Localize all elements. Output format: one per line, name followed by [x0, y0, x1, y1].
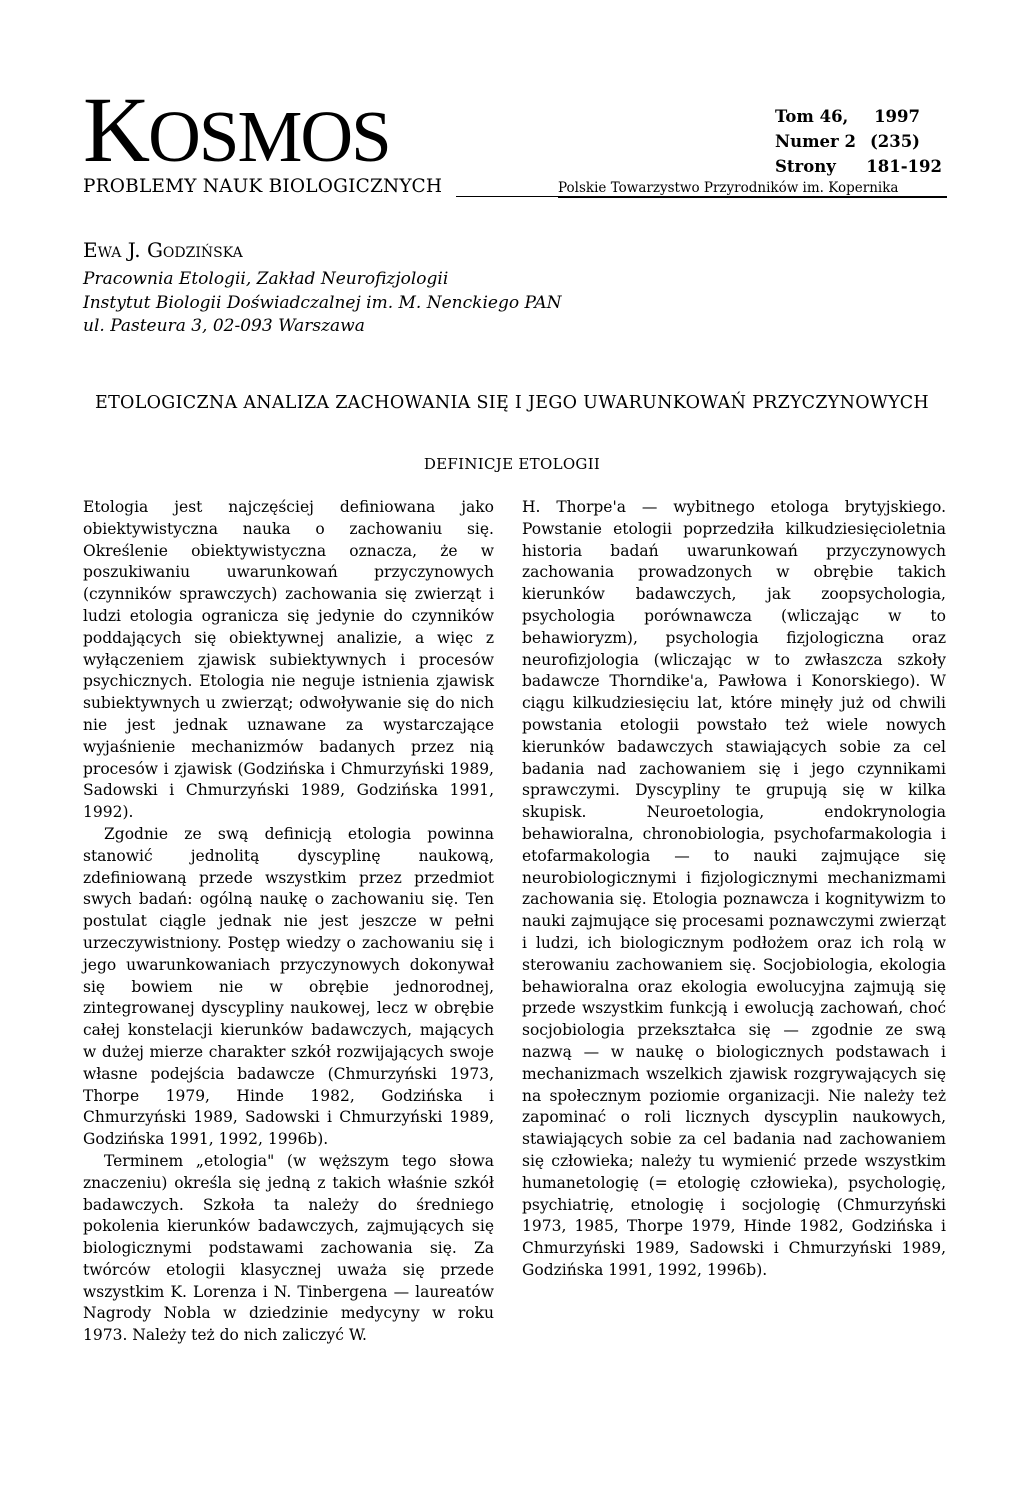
- journal-logo-initial: K: [83, 79, 149, 182]
- pages-row: [775, 154, 942, 179]
- volume-label: Tom 46,: [775, 107, 849, 126]
- affiliation-line: Pracownia Etologii, Zakład Neurofizjologii: [83, 269, 449, 289]
- pages: 181-192: [866, 157, 942, 176]
- society-name: Polskie Towarzystwo Przyrodników im. Kopernika: [558, 180, 899, 196]
- affiliation-line: Instytut Biologii Doświadczalnej im. M. Nenckiego PAN: [83, 293, 562, 313]
- journal-logo: [83, 79, 390, 182]
- issue-label: Numer 2: [775, 132, 856, 151]
- header-rule-right: [558, 197, 947, 198]
- issue-total: (235): [869, 132, 920, 151]
- author-name: Ewa J. Godzińska: [83, 238, 243, 262]
- issue-row: [775, 129, 942, 154]
- section-heading: DEFINICJE ETOLOGII: [423, 455, 601, 473]
- paragraph: H. Thorpe'a — wybitnego etologa brytyjskiego. Powstanie etologii poprzedziła kilkudziesięcioletnia historia badań uwarunkowań przyczynowych zachowania prowadzonych w obrębie takich kierunków badawczych, jak zoopsychologia, psychologia porównawcza (wliczając w to behawioryzm), psychologia fizjologiczna oraz neurofizjologia (wliczając w to zwłaszcza szkoły badawcze Thorndike'a, Pawłowa i Konorskiego). W ciągu kilkudziesięciu lat, które minęły już od chwili powstania etologii powstało też wiele nowych kierunków badawczych stawiających sobie za cel badania nad zachowaniem się i jego czynnikami sprawczymi. Dyscypliny te grupują się w kilka skupisk. Neuroetologia, endokrynologia behawioralna, chronobiologia, psychofarmakologia i etofarmakologia — to nauki zajmujące się neurobiologicznymi i fizjologicznymi mechanizmami zachowania się. Etologia poznawcza i kognitywizm to nauki zajmujące się procesami poznawczymi zwierząt i ludzi, ich biologicznym podłożem oraz ich rolą w sterowaniu zachowaniem się. Socjobiologia, ekologia behawioralna oraz ekologia ewolucyjna zajmują się przede wszystkim funkcją i ewolucją zachowań, choć socjobiologia przekształca się — zgodnie ze swą nazwą — w naukę o biologicznych podstawach i mechanizmach wszelkich zjawisk rozgrywających się na społecznym poziomie organizacji. Nie należy też zapominać o roli licznych dyscyplin naukowych, stawiających sobie za cel badania nad zachowaniem się człowieka; należy tu wymienić przede wszystkim humanetologię (= etologię człowieka), psychologię, psychiatrię, etnologię i socjologię (Chmurzyński 1973, 1985, Thorpe 1979, Hinde 1982, Godzińska i Chmurzyński 1989, Sadowski i Chmurzyński 1989, Godzińska 1991, 1992, 1996b).: [522, 498, 946, 1279]
- affiliation-line: ul. Pasteura 3, 02-093 Warszawa: [83, 316, 365, 336]
- year: 1997: [874, 107, 920, 126]
- volume-row: [775, 104, 942, 129]
- paragraph: Zgodnie ze swą definicją etologia powinna stanowić jednolitą dyscyplinę naukową, zdefiniowaną przede wszystkim przez przedmiot swych badań: ogólną naukę o zachowaniu się. Ten postulat ciągle jednak nie jest jeszcze w pełni urzeczywistniony. Postęp wiedzy o zachowaniu się i jego uwarunkowaniach przyczynowych dokonywał się bowiem nie w obrębie jednorodnej, zintegrowanej dyscypliny naukowej, lecz w obrębie całej konstelacji kierunków badawczych, mających w dużej mierze charakter szkół rozwijających swoje własne podejścia badawcze (Chmurzyński 1973, Thorpe 1979, Hinde 1982, Godzińska i Chmurzyński 1989, Sadowski i Chmurzyński 1989, Godzińska 1991, 1992, 1996b).: [83, 824, 494, 1149]
- issue-info: [775, 104, 942, 179]
- text-column-right: [522, 497, 946, 1282]
- paragraph: Terminem „etologia" (w węższym tego słowa znaczeniu) określa się jedną z takich właśnie szkół badawczych. Szkoła ta należy do średniego pokolenia kierunków badawczych, zajmujących się biologicznymi podstawami zachowania się. Za twórców etologii klasycznej uważa się przede wszystkim K. Lorenza i N. Tinbergena — laureatów Nagrody Nobla w dziedzinie medycyny w roku 1973. Należy też do nich zaliczyć W.: [83, 1151, 494, 1345]
- text-column-left: [83, 497, 494, 1347]
- journal-subtitle: PROBLEMY NAUK BIOLOGICZNYCH: [83, 176, 443, 197]
- pages-label: Strony: [775, 157, 836, 176]
- journal-logo-rest: OSMOS: [148, 96, 390, 177]
- paragraph: Etologia jest najczęściej definiowana jako obiektywistyczna nauka o zachowaniu się. Określenie obiektywistyczna oznacza, że w poszukiwaniu uwarunkowań przyczynowych (czynników sprawczych) zachowania się zwierząt i ludzi etologia ogranicza się jedynie do czynników poddających się obiektywnej analizie, a więc z wyłączeniem zjawisk subiektywnych i procesów psychicznych. Etologia nie neguje istnienia zjawisk subiektywnych u zwierząt; odwoływanie się do nich nie jest jednak uznawane za wystarczające wyjaśnienie mechanizmów badanych przez nią procesów i zjawisk (Godzińska i Chmurzyński 1989, Sadowski i Chmurzyński 1989, Godzińska 1991, 1992).: [83, 498, 494, 822]
- article-title: ETOLOGICZNA ANALIZA ZACHOWANIA SIĘ I JEGO UWARUNKOWAŃ PRZYCZYNOWYCH: [95, 393, 929, 413]
